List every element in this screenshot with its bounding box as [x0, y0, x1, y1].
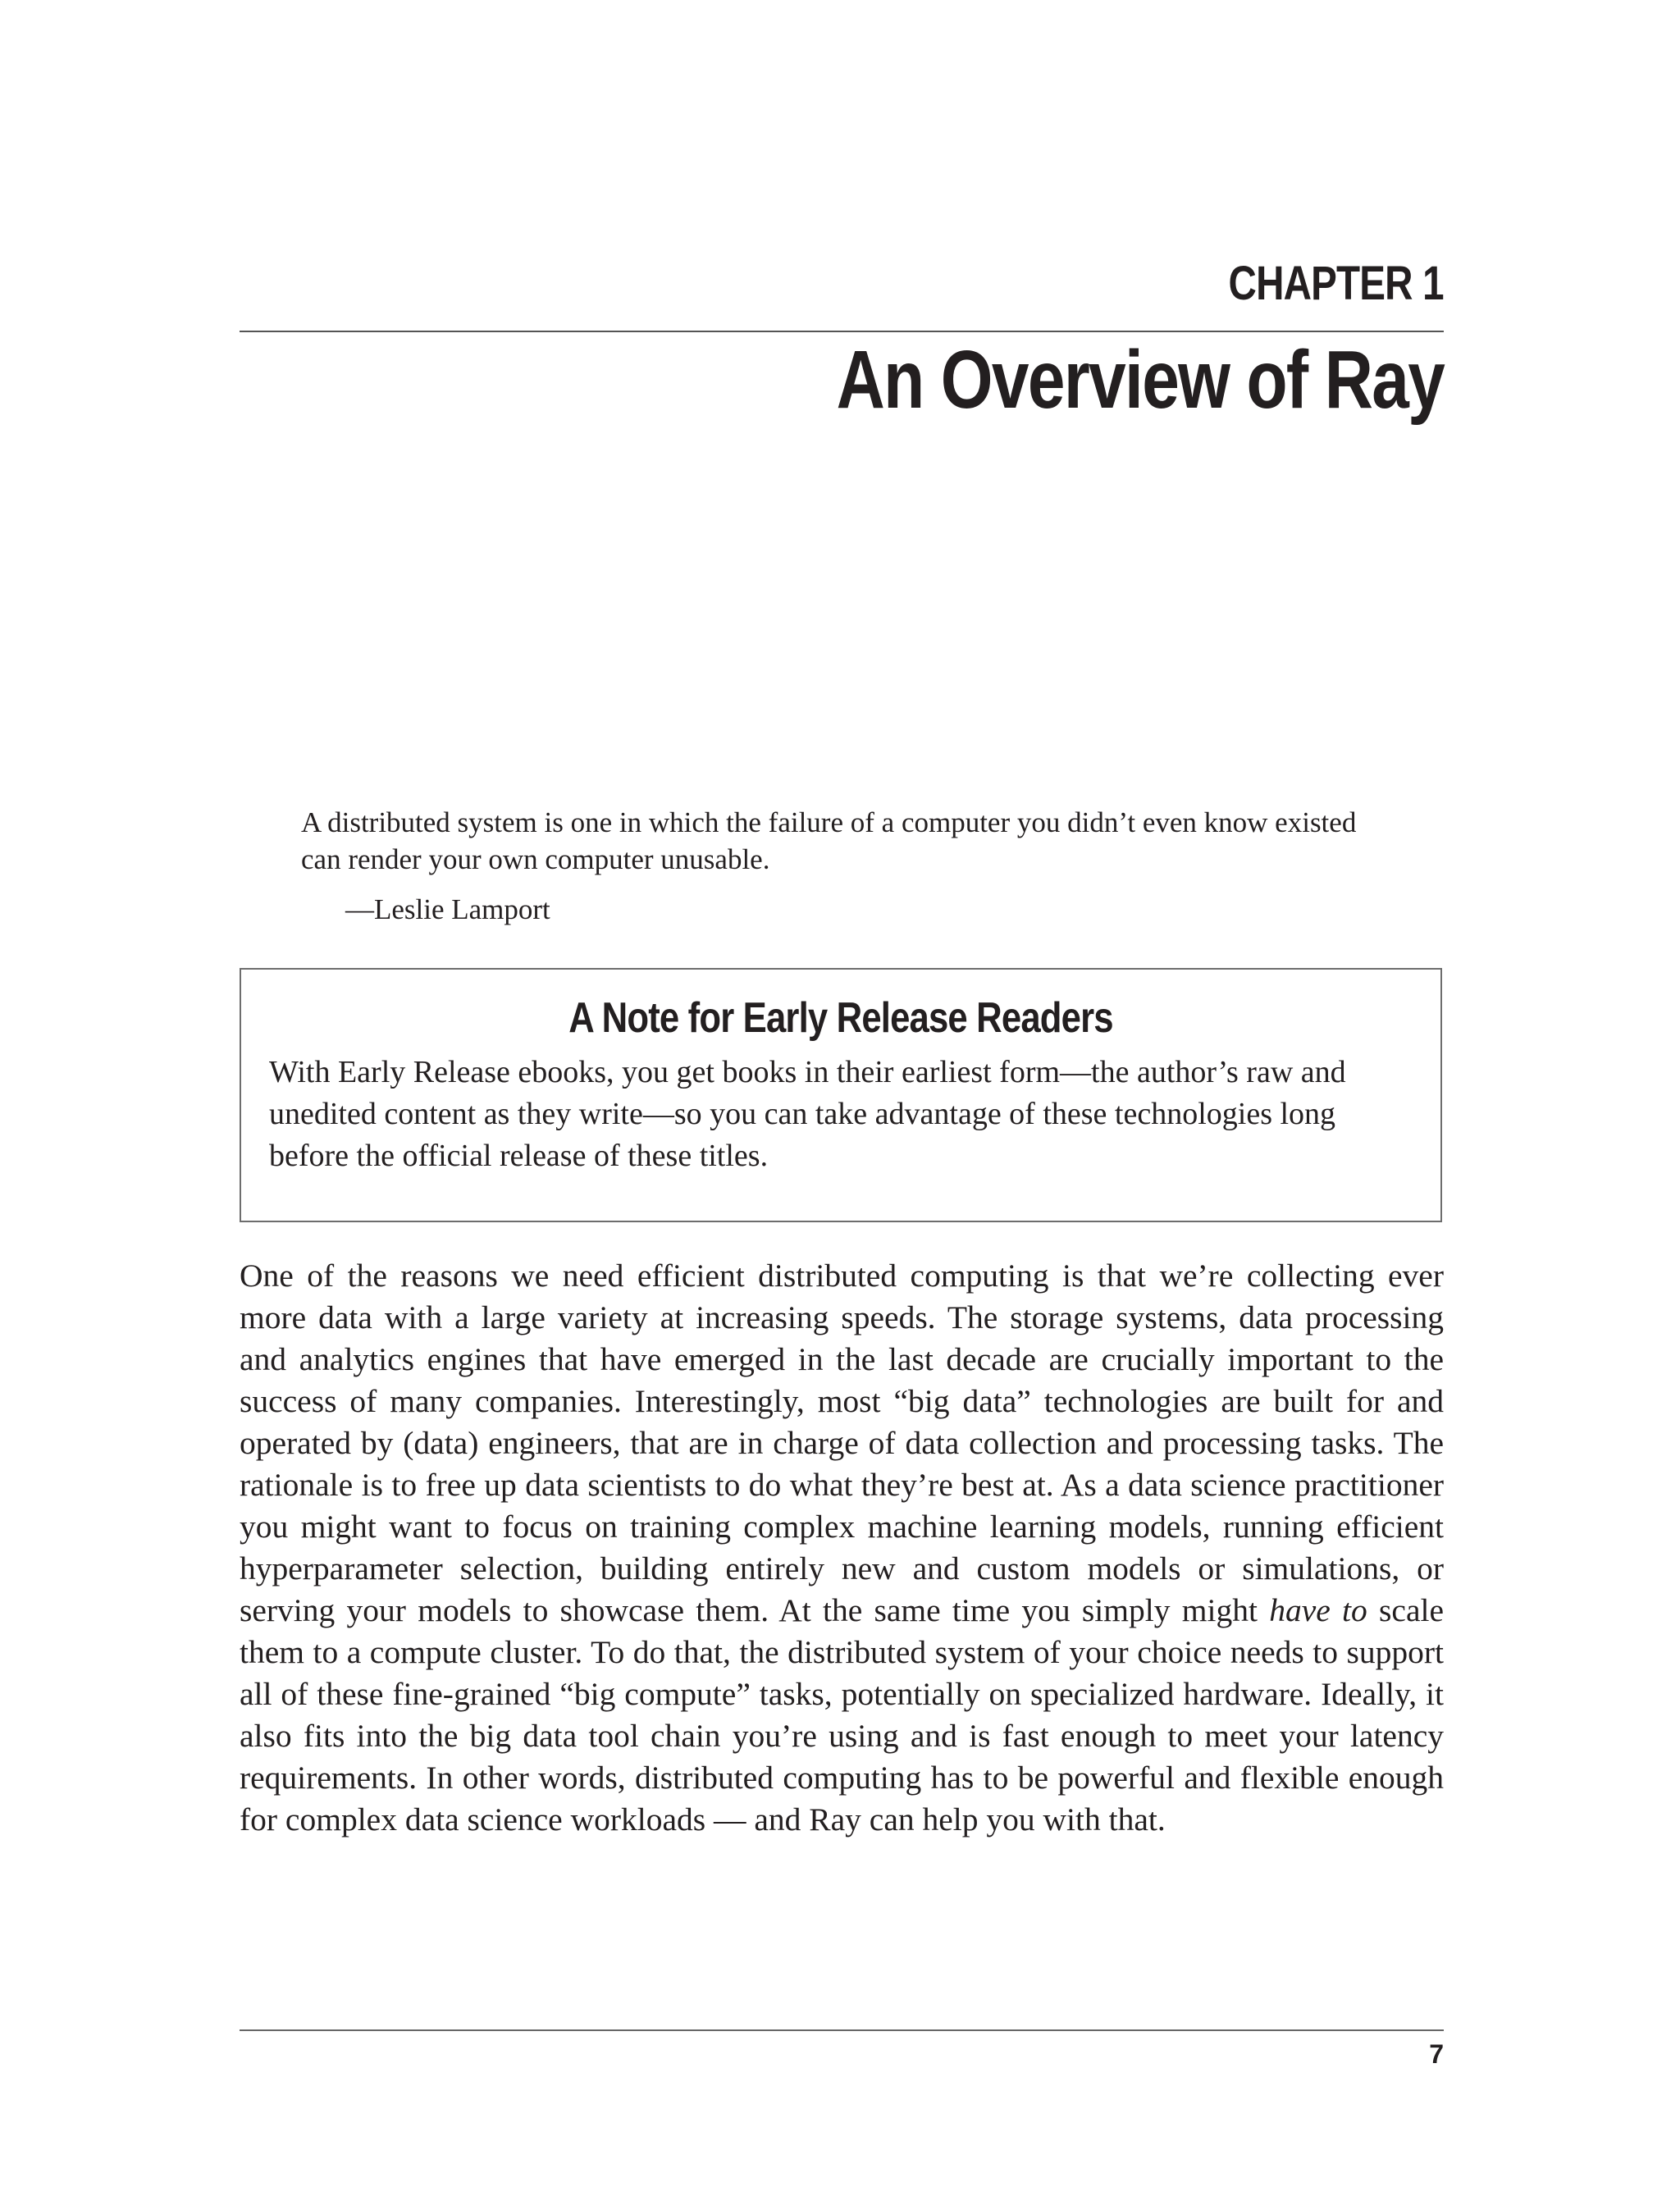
- footer-divider: [240, 2029, 1444, 2031]
- page-number: 7: [1429, 2039, 1444, 2069]
- epigraph-attribution: —Leslie Lamport: [345, 893, 550, 925]
- body-text-emphasis: have to: [1269, 1592, 1367, 1628]
- epigraph-quote: A distributed system is one in which the failure of a computer you didn’t even know existed can render your own computer unusable.: [301, 806, 1357, 875]
- chapter-divider: [240, 331, 1444, 332]
- chapter-label: CHAPTER 1: [1228, 257, 1444, 310]
- body-text-part2: scale them to a compute cluster. To do that, the distributed system of your choice needs to support all of these fine-grained “big compute” tasks, potentially on specialized hardware. Ideally, it also fits into the big data tool chain you’re using and is fast enough to meet your latency requirements. In other words, distributed computing has to be powerful and flexible enough for complex data science workloads — and Ray can help you with that.: [240, 1592, 1444, 1838]
- chapter-title: An Overview of Ray: [836, 334, 1444, 426]
- note-body: With Early Release ebooks, you get books in their earliest form—the author’s raw and unedited content as they write—so you can take advantage of these technologies long before the official release of these titles.: [269, 1054, 1346, 1173]
- epigraph: [301, 804, 1392, 928]
- body-paragraph: [240, 1255, 1444, 1841]
- early-release-note: [240, 968, 1442, 1222]
- body-text-part1: One of the reasons we need efficient distributed computing is that we’re collecting ever more data with a large variety at increasing speeds. The storage systems, data processing and analytics engines that have emerged in the last decade are crucially important to the success of many companies. Interestingly, most “big data” technologies are built for and operated by (data) engineers, that are in charge of data collection and processing tasks. The rationale is to free up data scientists to do what they’re best at. As a data science practitioner you might want to focus on training complex machine learning models, running efficient hyperparameter selection, building entirely new and custom models or simulations, or serving your models to showcase them. At the same time you simply might: [240, 1258, 1444, 1628]
- note-title: A Note for Early Release Readers: [568, 994, 1113, 1042]
